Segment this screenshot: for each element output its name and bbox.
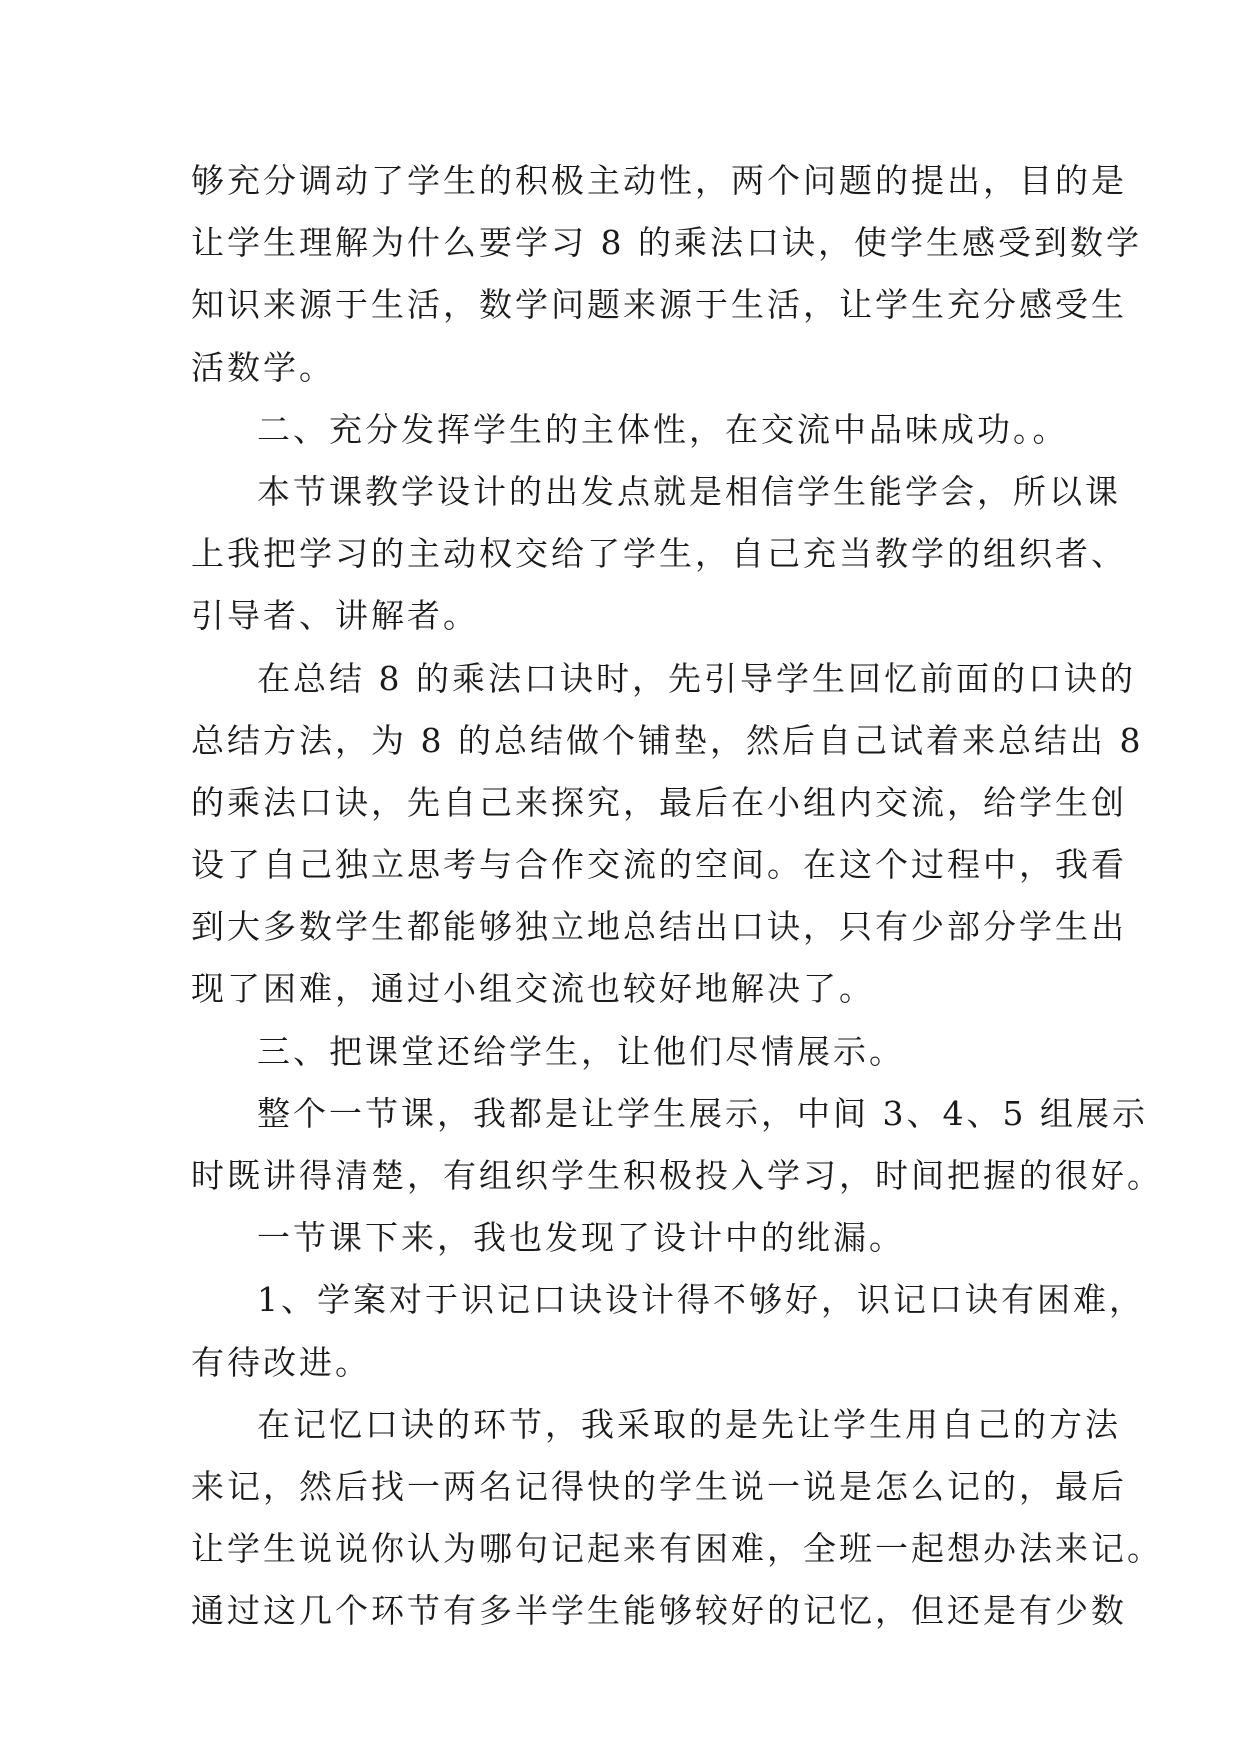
text-line: 在总结 8 的乘法口诀时，先引导学生回忆前面的口诀的 <box>257 658 1136 698</box>
section-heading: 三、把课堂还给学生，让他们尽情展示。 <box>257 1031 905 1071</box>
text-line: 一节课下来，我也发现了设计中的纰漏。 <box>257 1218 905 1258</box>
text-line: 1、学案对于识记口诀设计得不够好，识记口诀有困难， <box>257 1280 1145 1320</box>
text-line: 引导者、讲解者。 <box>191 596 479 636</box>
text-line: 在记忆口诀的环节，我采取的是先让学生用自己的方法 <box>257 1404 1121 1444</box>
text-line: 上我把学习的主动权交给了学生，自己充当教学的组织者、 <box>191 534 1127 574</box>
text-line: 通过这几个环节有多半学生能够较好的记忆，但还是有少数 <box>191 1591 1127 1631</box>
section-heading: 二、充分发挥学生的主体性，在交流中品味成功。。 <box>257 409 1069 449</box>
text-line: 让学生理解为什么要学习 8 的乘法口诀，使学生感受到数学 <box>191 223 1142 263</box>
text-line: 让学生说说你认为哪句记起来有困难，全班一起想办法来记。 <box>191 1529 1163 1569</box>
text-line: 总结方法，为 8 的总结做个铺垫，然后自己试着来总结出 8 <box>191 720 1144 760</box>
text-line: 到大多数学生都能够独立地总结出口诀，只有少部分学生出 <box>191 907 1127 947</box>
text-line: 本节课教学设计的出发点就是相信学生能学会，所以课 <box>257 471 1121 511</box>
text-line: 活数学。 <box>191 347 335 387</box>
text-line: 知识来源于生活，数学问题来源于生活，让学生充分感受生 <box>191 285 1127 325</box>
text-line: 来记，然后找一两名记得快的学生说一说是怎么记的，最后 <box>191 1466 1127 1506</box>
text-line: 现了困难，通过小组交流也较好地解决了。 <box>191 969 875 1009</box>
text-line: 够充分调动了学生的积极主动性，两个问题的提出，目的是 <box>191 161 1127 200</box>
text-line: 设了自己独立思考与合作交流的空间。在这个过程中，我看 <box>191 845 1127 885</box>
text-line: 的乘法口诀，先自己来探究，最后在小组内交流，给学生创 <box>191 782 1127 822</box>
text-line: 时既讲得清楚，有组织学生积极投入学习，时间把握的很好。 <box>191 1156 1163 1195</box>
document-body <box>191 150 1163 1643</box>
text-line: 整个一节课，我都是让学生展示，中间 3、4、5 组展示 <box>257 1093 1148 1133</box>
text-line: 有待改进。 <box>191 1342 371 1382</box>
